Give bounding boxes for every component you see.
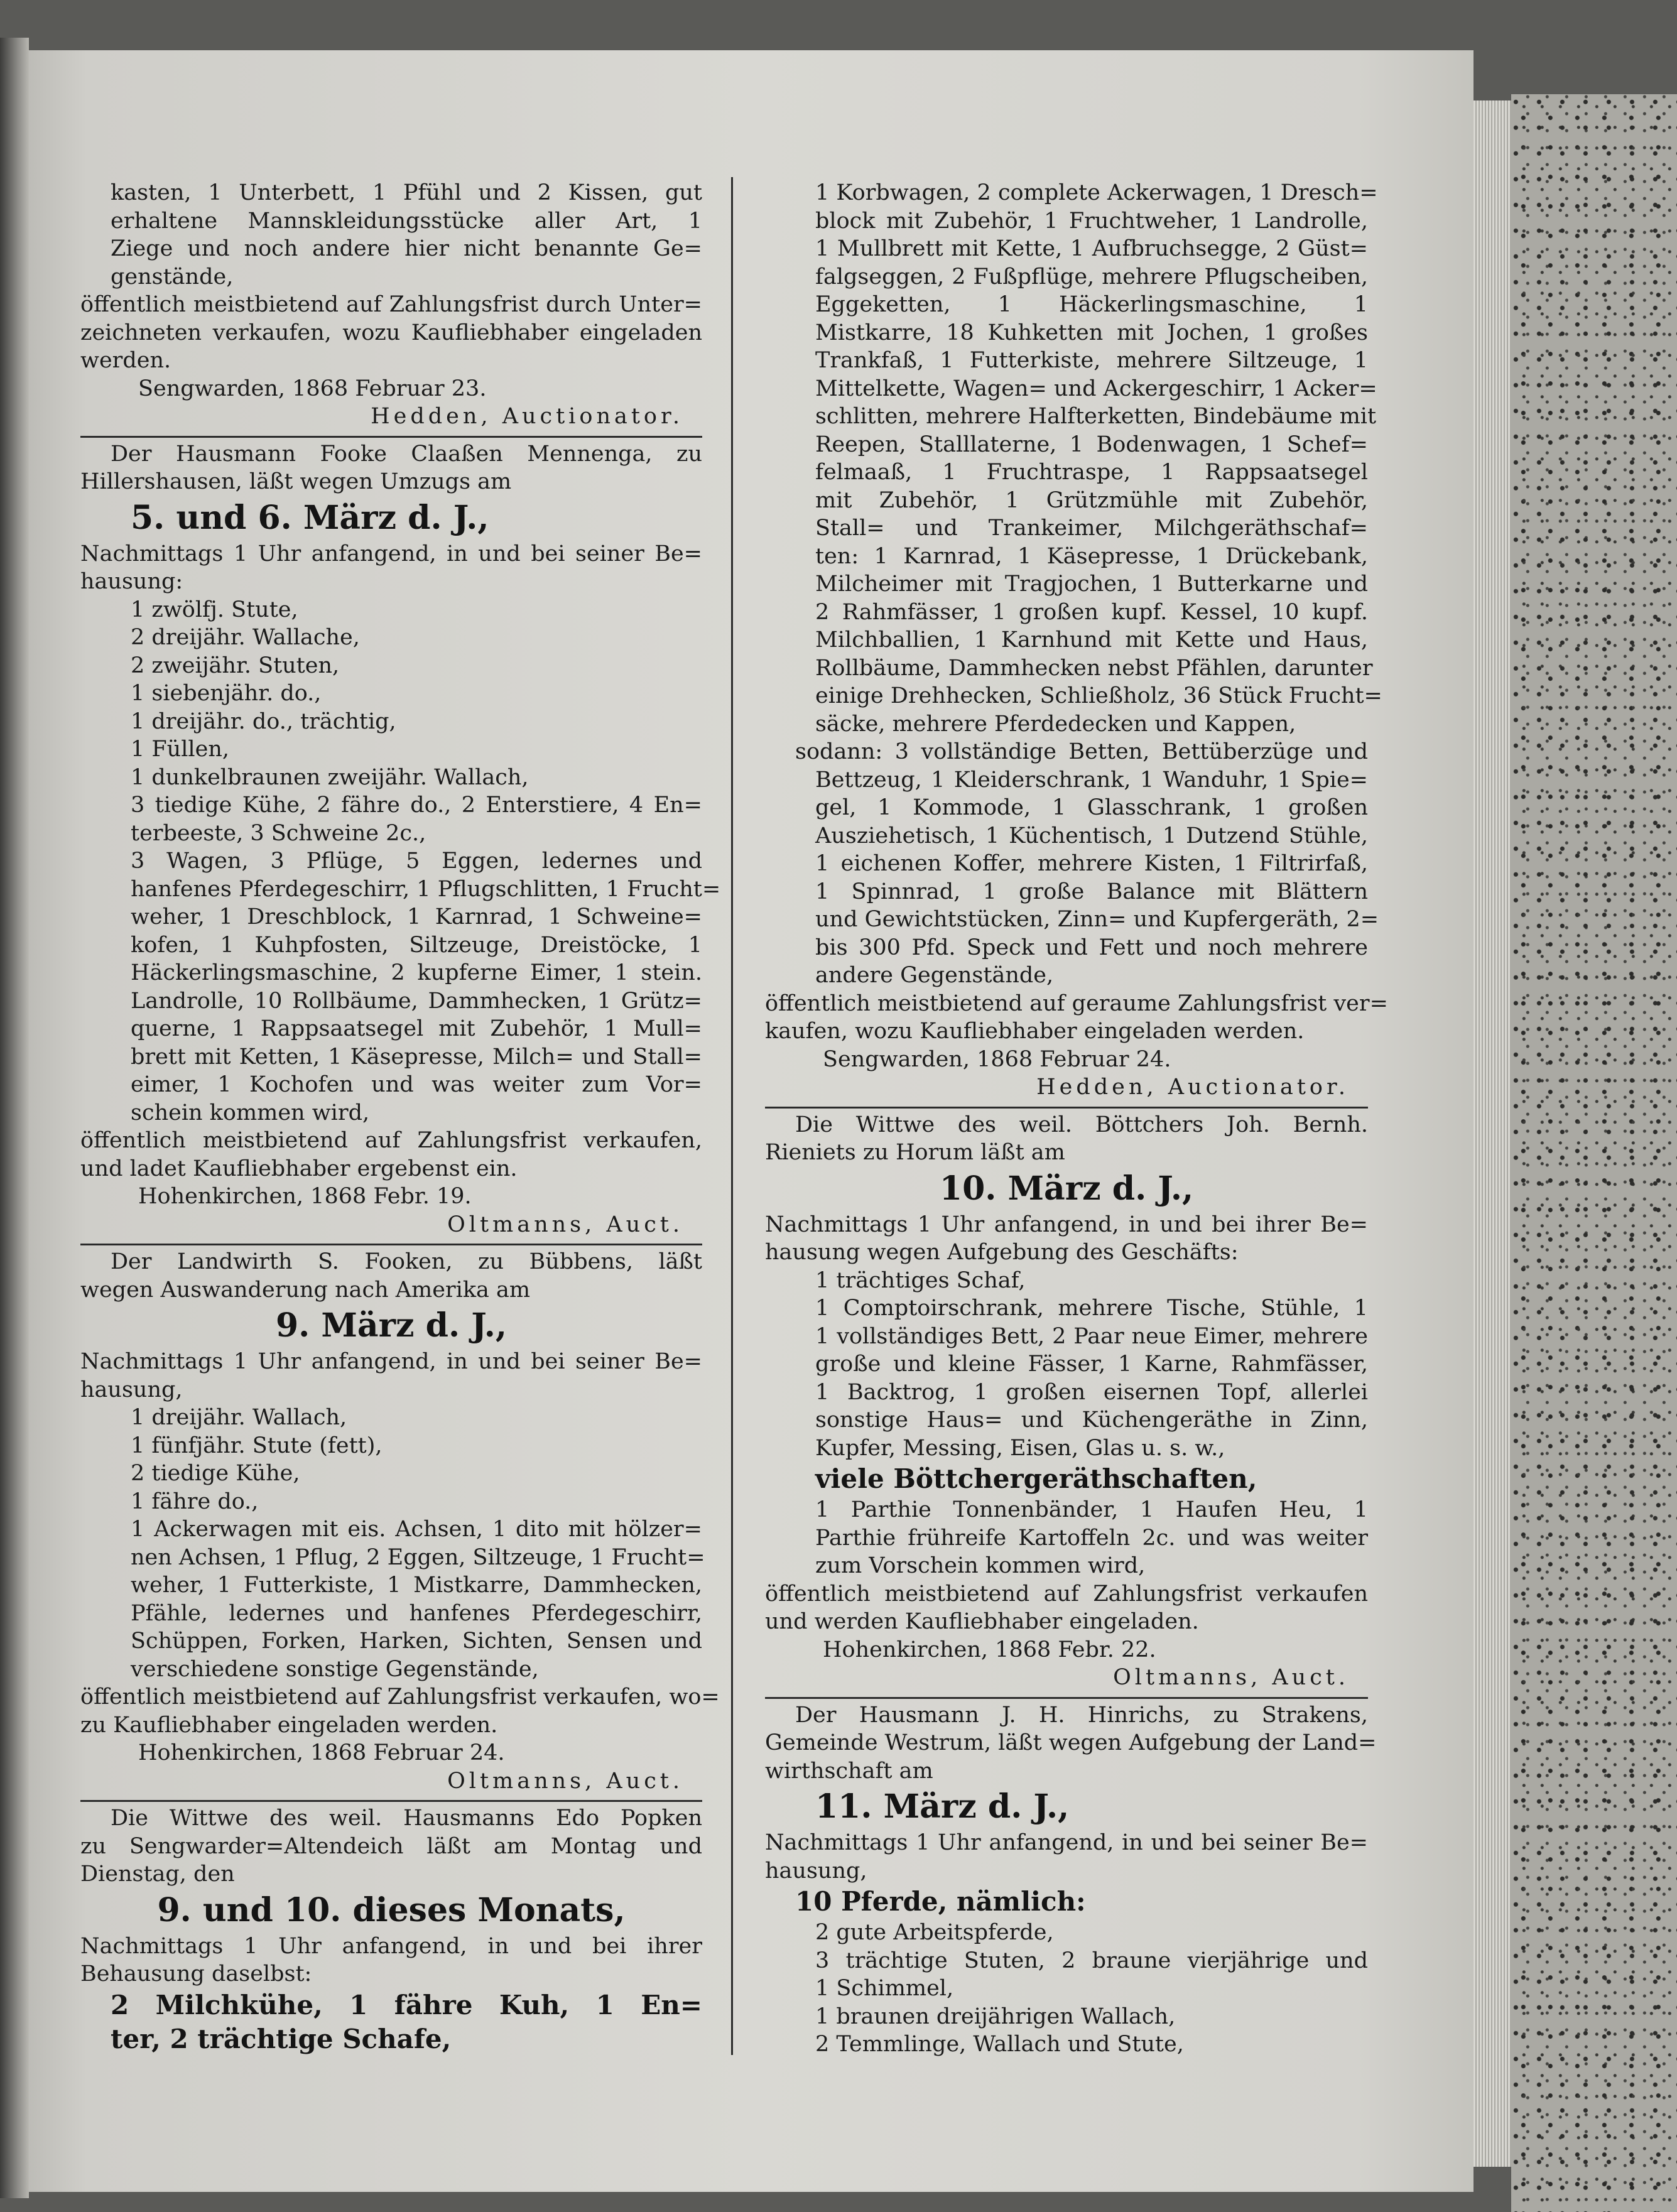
- left-page-edge: [0, 38, 29, 2198]
- text-line: erhaltene Mannskleidungsstücke aller Art, 1: [111, 208, 702, 234]
- text-line: Nachmittags 1 Uhr anfangend, in und bei seiner Be=: [80, 541, 702, 567]
- text-line: 1 Spinnrad, 1 große Balance mit Blättern: [815, 879, 1368, 904]
- text-line: 1 vollständiges Bett, 2 Paar neue Eimer, mehrere: [815, 1323, 1368, 1349]
- text-line: Oltmanns, Auct.: [447, 1212, 683, 1237]
- text-line: kasten, 1 Unterbett, 1 Pfühl und 2 Kissen, gut: [111, 180, 702, 205]
- text-line: hausung wegen Aufgebung des Geschäfts:: [765, 1240, 1239, 1265]
- page-stack-edge: [1473, 100, 1511, 2167]
- text-line: 2 Milchkühe, 1 fähre Kuh, 1 En=: [111, 1989, 702, 2020]
- text-line: kofen, 1 Kuhpfosten, Siltzeuge, Dreistöcke, 1: [131, 932, 702, 958]
- text-line: öffentlich meistbietend auf Zahlungsfrist verkaufen,: [80, 1128, 702, 1153]
- text-line: Kupfer, Messing, Eisen, Glas u. s. w.,: [815, 1435, 1225, 1461]
- text-line: Oltmanns, Auct.: [1113, 1665, 1349, 1690]
- text-line: 3 Wagen, 3 Pflüge, 5 Eggen, ledernes und: [131, 848, 702, 874]
- text-line: und Gewichtstücken, Zinn= und Kupfergeräth, 2=: [815, 907, 1379, 932]
- text-line: zeichneten verkaufen, wozu Kaufliebhaber eingeladen: [80, 320, 702, 345]
- text-line: Behausung daselbst:: [80, 1961, 312, 1987]
- text-line: Landrolle, 10 Rollbäume, Dammhecken, 1 Grütz=: [131, 988, 702, 1014]
- text-line: 2 gute Arbeitspferde,: [815, 1920, 1054, 1945]
- text-line: Reepen, Stalllaterne, 1 Bodenwagen, 1 Schef=: [815, 431, 1368, 457]
- text-line: mit Zubehör, 1 Grützmühle mit Zubehör,: [815, 487, 1368, 513]
- text-line: brett mit Ketten, 1 Käsepresse, Milch= und Stall=: [131, 1044, 702, 1070]
- text-line: Hedden, Auctionator.: [371, 404, 683, 429]
- text-line: 1 Comptoirschrank, mehrere Tische, Stühle, 1: [815, 1296, 1368, 1321]
- text-line: Die Wittwe des weil. Böttchers Joh. Bernh.: [795, 1112, 1368, 1137]
- text-line: und ladet Kaufliebhaber ergebenst ein.: [80, 1156, 518, 1181]
- text-line: 2 dreijähr. Wallache,: [131, 625, 360, 650]
- text-line: Gemeinde Westrum, läßt wegen Aufgebung der Land=: [765, 1730, 1377, 1755]
- text-line: viele Böttchergeräthschaften,: [815, 1463, 1257, 1494]
- text-line: 1 Füllen,: [131, 737, 229, 762]
- text-line: öffentlich meistbietend auf geraume Zahlungsfrist ver=: [765, 990, 1388, 1016]
- text-line: gel, 1 Kommode, 1 Glasschrank, 1 großen: [815, 795, 1368, 820]
- text-line: 1 eichenen Koffer, mehrere Kisten, 1 Filtrirfaß,: [815, 851, 1368, 876]
- text-line: 1 fähre do.,: [131, 1488, 259, 1514]
- text-line: zu Sengwarder=Altendeich läßt am Montag und: [80, 1833, 702, 1859]
- text-line: Stall= und Trankeimer, Milchgeräthschaf=: [815, 516, 1368, 541]
- text-line: Der Hausmann Fooke Claaßen Mennenga, zu: [111, 441, 702, 467]
- text-line: Trankfaß, 1 Futterkiste, mehrere Siltzeuge, 1: [815, 348, 1368, 373]
- text-line: 3 trächtige Stuten, 2 braune vierjährige und: [815, 1948, 1368, 1973]
- book-cover: [1511, 94, 1677, 2212]
- text-line: Die Wittwe des weil. Hausmanns Edo Popken: [111, 1806, 702, 1831]
- text-line: säcke, mehrere Pferdedecken und Kappen,: [815, 711, 1296, 737]
- text-line: Hedden, Auctionator.: [1036, 1075, 1349, 1100]
- right-column: [765, 179, 1388, 2059]
- text-line: Der Hausmann J. H. Hinrichs, zu Strakens,: [795, 1702, 1368, 1728]
- text-line: hausung:: [80, 569, 183, 594]
- text-line: weher, 1 Dreschblock, 1 Karnrad, 1 Schweine=: [131, 904, 702, 930]
- text-line: große und kleine Fässer, 1 Karne, Rahmfässer,: [815, 1352, 1368, 1377]
- text-line: 10. März d. J.,: [939, 1169, 1194, 1208]
- text-line: Milchballien, 1 Karnhund mit Kette und Haus,: [815, 627, 1368, 653]
- text-line: schlitten, mehrere Halfterketten, Bindebäume mit: [815, 404, 1377, 429]
- text-line: genstände,: [111, 264, 234, 290]
- text-line: ter, 2 trächtige Schafe,: [111, 2023, 452, 2054]
- text-line: verschiedene sonstige Gegenstände,: [131, 1656, 539, 1682]
- text-line: hanfenes Pferdegeschirr, 1 Pflugschlitten, 1 Frucht=: [131, 876, 721, 902]
- text-line: zu Kaufliebhaber eingeladen werden.: [80, 1712, 498, 1738]
- text-line: falgseggen, 2 Fußpflüge, mehrere Pflugscheiben,: [815, 264, 1368, 290]
- text-line: 1 Mullbrett mit Kette, 1 Aufbruchsegge, 2 Güst=: [815, 236, 1368, 261]
- text-line: hausung,: [765, 1858, 867, 1884]
- text-line: Ausziehetisch, 1 Küchentisch, 1 Dutzend Stühle,: [815, 823, 1368, 848]
- text-line: Schüppen, Forken, Harken, Sichten, Sensen und: [131, 1629, 702, 1654]
- text-line: block mit Zubehör, 1 Fruchtweher, 1 Landrolle,: [815, 208, 1368, 234]
- text-line: ten: 1 Karnrad, 1 Käsepresse, 1 Drückebank,: [815, 543, 1368, 569]
- text-line: 9. März d. J.,: [275, 1306, 507, 1345]
- text-line: öffentlich meistbietend auf Zahlungsfrist verkaufen: [765, 1581, 1368, 1607]
- text-line: zum Vorschein kommen wird,: [815, 1553, 1146, 1578]
- text-line: Sengwarden, 1868 Februar 24.: [823, 1046, 1171, 1072]
- notice-divider: [80, 1244, 702, 1245]
- text-line: 1 Parthie Tonnenbänder, 1 Haufen Heu, 1: [815, 1497, 1368, 1522]
- text-line: 9. und 10. dieses Monats,: [157, 1890, 626, 1929]
- text-line: Nachmittags 1 Uhr anfangend, in und bei seiner Be=: [80, 1349, 702, 1374]
- text-line: Parthie frühreife Kartoffeln 2c. und was weiter: [815, 1525, 1368, 1551]
- notice-divider: [765, 1107, 1368, 1109]
- text-line: öffentlich meistbietend auf Zahlungsfrist verkaufen, wo=: [80, 1684, 720, 1710]
- text-line: Der Landwirth S. Fooken, zu Bübbens, läßt: [111, 1249, 702, 1274]
- text-line: 1 Backtrog, 1 großen eisernen Topf, allerlei: [815, 1379, 1368, 1405]
- text-line: 1 dreijähr. do., trächtig,: [131, 708, 396, 734]
- text-line: sonstige Haus= und Küchengeräthe in Zinn,: [815, 1407, 1368, 1433]
- text-line: 5. und 6. März d. J.,: [131, 498, 489, 537]
- text-line: öffentlich meistbietend auf Zahlungsfrist durch Unter=: [80, 292, 702, 317]
- notice-divider: [80, 436, 702, 438]
- text-line: Dienstag, den: [80, 1862, 235, 1887]
- text-line: Hillershausen, läßt wegen Umzugs am: [80, 469, 512, 494]
- text-line: Nachmittags 1 Uhr anfangend, in und bei ihrer: [80, 1933, 702, 1959]
- text-line: einige Drehhecken, Schließholz, 36 Stück Frucht=: [815, 683, 1382, 708]
- text-line: 1 Ackerwagen mit eis. Achsen, 1 dito mit hölzer=: [131, 1517, 702, 1542]
- text-line: 10 Pferde, nämlich:: [795, 1886, 1086, 1917]
- text-line: Hohenkirchen, 1868 Febr. 19.: [138, 1184, 472, 1209]
- text-line: 1 dreijähr. Wallach,: [131, 1405, 347, 1430]
- text-line: nen Achsen, 1 Pflug, 2 Eggen, Siltzeuge, 1 Frucht=: [131, 1544, 705, 1570]
- column-divider: [731, 177, 733, 2055]
- text-line: Nachmittags 1 Uhr anfangend, in und bei seiner Be=: [765, 1830, 1368, 1855]
- text-line: terbeeste, 3 Schweine 2c.,: [131, 820, 426, 846]
- text-line: 2 zweijähr. Stuten,: [131, 653, 340, 678]
- text-line: 1 Korbwagen, 2 complete Ackerwagen, 1 Dresch=: [815, 180, 1378, 205]
- text-line: andere Gegenstände,: [815, 963, 1054, 988]
- text-line: 1 zwölfj. Stute,: [131, 597, 298, 622]
- text-line: querne, 1 Rappsaatsegel mit Zubehör, 1 Mull=: [131, 1016, 702, 1041]
- text-line: 11. März d. J.,: [815, 1787, 1070, 1826]
- text-line: wirthschaft am: [765, 1758, 933, 1784]
- text-line: eimer, 1 Kochofen und was weiter zum Vor=: [131, 1072, 702, 1097]
- text-line: Häckerlingsmaschine, 2 kupferne Eimer, 1 stein.: [131, 960, 702, 985]
- text-line: 2 Rahmfässer, 1 großen kupf. Kessel, 10 kupf.: [815, 599, 1368, 625]
- text-line: Oltmanns, Auct.: [447, 1768, 683, 1794]
- text-line: weher, 1 Futterkiste, 1 Mistkarre, Dammhecken,: [131, 1573, 702, 1598]
- left-column: [80, 179, 721, 2056]
- text-line: Pfähle, ledernes und hanfenes Pferdegeschirr,: [131, 1600, 702, 1626]
- text-line: Ziege und noch andere hier nicht benannte Ge=: [111, 236, 702, 261]
- text-line: Rollbäume, Dammhecken nebst Pfählen, darunter: [815, 655, 1373, 681]
- text-line: 1 Schimmel,: [815, 1976, 954, 2001]
- text-line: kaufen, wozu Kaufliebhaber eingeladen werden.: [765, 1019, 1305, 1044]
- text-line: Nachmittags 1 Uhr anfangend, in und bei ihrer Be=: [765, 1212, 1368, 1237]
- text-line: Hohenkirchen, 1868 Febr. 22.: [823, 1637, 1156, 1662]
- text-line: Rieniets zu Horum läßt am: [765, 1140, 1065, 1165]
- text-line: 3 tiedige Kühe, 2 fähre do., 2 Enterstiere, 4 En=: [131, 793, 702, 818]
- text-line: werden.: [80, 348, 171, 373]
- text-line: bis 300 Pfd. Speck und Fett und noch mehrere: [815, 935, 1368, 960]
- text-line: wegen Auswanderung nach Amerika am: [80, 1277, 531, 1303]
- text-line: 2 tiedige Kühe,: [131, 1461, 300, 1486]
- text-line: 1 braunen dreijährigen Wallach,: [815, 2003, 1176, 2029]
- text-line: 2 Temmlinge, Wallach und Stute,: [815, 2032, 1184, 2057]
- text-line: schein kommen wird,: [131, 1100, 370, 1125]
- text-line: Sengwarden, 1868 Februar 23.: [138, 376, 487, 401]
- text-line: Bettzeug, 1 Kleiderschrank, 1 Wanduhr, 1 Spie=: [815, 767, 1368, 793]
- text-line: Mittelkette, Wagen= und Ackergeschirr, 1 Acker=: [815, 376, 1377, 401]
- text-line: 1 dunkelbraunen zweijähr. Wallach,: [131, 764, 529, 790]
- notice-divider: [80, 1800, 702, 1802]
- text-line: 1 fünfjähr. Stute (fett),: [131, 1433, 383, 1458]
- text-line: hausung,: [80, 1377, 183, 1402]
- text-line: 1 trächtiges Schaf,: [815, 1267, 1026, 1293]
- text-line: Eggeketten, 1 Häckerlingsmaschine, 1: [815, 292, 1368, 317]
- text-line: Milcheimer mit Tragjochen, 1 Butterkarne und: [815, 572, 1368, 597]
- text-line: felmaaß, 1 Fruchtraspe, 1 Rappsaatsegel: [815, 460, 1368, 485]
- text-line: Mistkarre, 18 Kuhketten mit Jochen, 1 großes: [815, 320, 1368, 345]
- notice-divider: [765, 1697, 1368, 1699]
- text-line: sodann: 3 vollständige Betten, Bettüberzüge und: [795, 739, 1368, 764]
- text-line: Hohenkirchen, 1868 Februar 24.: [138, 1740, 505, 1765]
- text-line: 1 siebenjähr. do.,: [131, 681, 322, 706]
- text-line: und werden Kaufliebhaber eingeladen.: [765, 1609, 1199, 1634]
